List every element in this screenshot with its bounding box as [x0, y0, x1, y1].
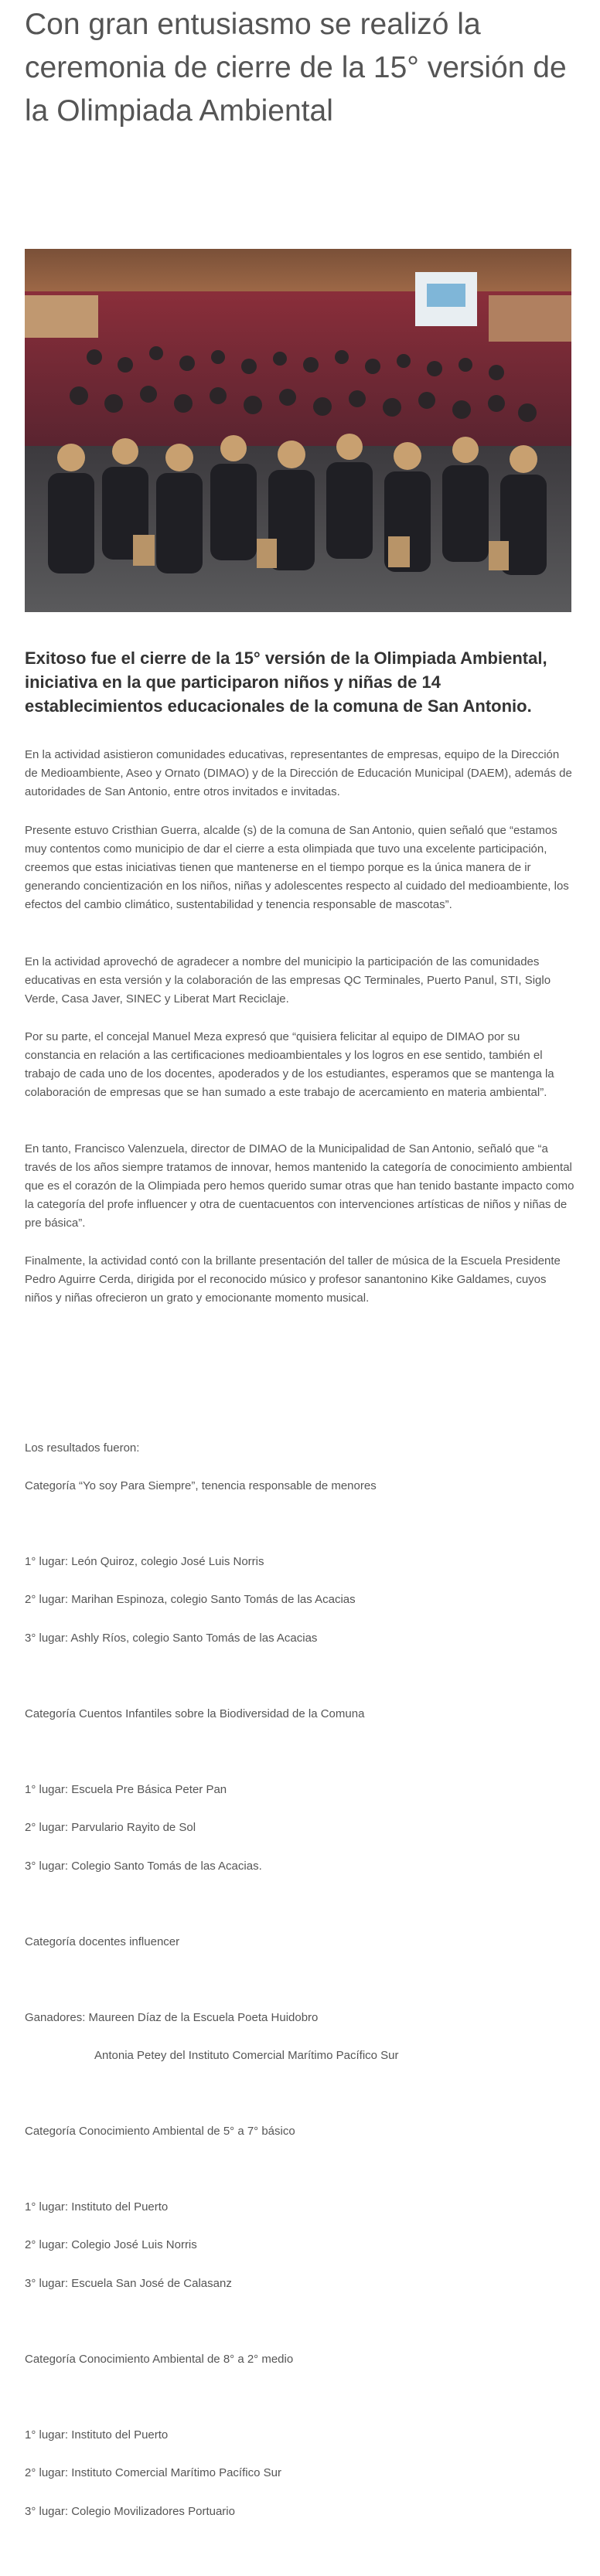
ceremony-group-photo: [25, 249, 571, 612]
paragraph-1: En la actividad asistieron comunidades educativas, representantes de empresas, equipo de la Dirección de Medioambiente, Aseo y Ornato (DIMAO) y de la Dirección de Educación Municipal (DAEM), además de autoridades de San Antonio, entre otros invitados e invitadas.: [25, 748, 572, 798]
result-line: 2° lugar: Parvulario Rayito de Sol: [25, 1821, 196, 1834]
paragraph-2: Presente estuvo Cristhian Guerra, alcalde (s) de la comuna de San Antonio, quien señaló que “estamos muy contentos como municipio de dar el cierre a esta olimpiada que tuvo una excelente participación, creemos que estas iniciativas tienen que mantenerse en el tiempo porque es la única manera de ir generando concientización en los niños, niñas y adolescentes respecto al cuidado del medioambiente, los efectos del cambio climático, sustentabilidad y tenencia responsable de mascotas”.: [25, 824, 569, 911]
result-line: 3° lugar: Ashly Ríos, colegio Santo Tomás de las Acacias: [25, 1632, 318, 1645]
article: [25, 0, 575, 133]
result-line: 3° lugar: Colegio Santo Tomás de las Acacias.: [25, 1860, 262, 1873]
category-heading: Categoría Conocimiento Ambiental de 5° a 7° básico: [25, 2125, 295, 2138]
result-line: 1° lugar: Instituto del Puerto: [25, 2200, 169, 2214]
results-intro: Los resultados fueron:: [25, 1441, 140, 1455]
result-line: 3° lugar: Colegio Movilizadores Portuario: [25, 2505, 235, 2518]
result-line: 2° lugar: Instituto Comercial Marítimo Pacífico Sur: [25, 2466, 281, 2479]
article-lead: Exitoso fue el cierre de la 15° versión de la Olimpiada Ambiental, iniciativa en la que participaron niños y niñas de 14 establecimientos educacionales de la comuna de San Antonio.: [25, 648, 547, 716]
category-heading: Categoría docentes influencer: [25, 1935, 180, 1948]
paragraph-3: En la actividad aprovechó de agradecer a nombre del municipio la participación de las comunidades educativas en esta versión y la colaboración de las empresas QC Terminales, Puerto Panul, STI, Siglo Verde, Casa Javer, SINEC y Liberat Mart Reciclaje.: [25, 955, 551, 1006]
result-line: 1° lugar: León Quiroz, colegio José Luis Norris: [25, 1555, 264, 1568]
result-line: Ganadores: Maureen Díaz de la Escuela Poeta Huidobro: [25, 2011, 319, 2024]
result-line: 2° lugar: Marihan Espinoza, colegio Santo Tomás de las Acacias: [25, 1593, 356, 1606]
paragraph-5: En tanto, Francisco Valenzuela, director de DIMAO de la Municipalidad de San Antonio, señaló que “a través de los años siempre tratamos de innovar, hemos mantenido la categoría de conocimiento ambiental que es el corazón de la Olimpiada pero hemos querido sumar otras que han tenido bastante impacto como la categoría del profe influencer y otra de cuentacuentos con intervenciones artísticas de niños y niñas de pre básica”.: [25, 1142, 574, 1230]
category-heading: Categoría Conocimiento Ambiental de 8° a 2° medio: [25, 2353, 294, 2366]
category-heading: Categoría “Yo soy Para Siempre”, tenencia responsable de menores: [25, 1479, 377, 1492]
result-line: 2° lugar: Colegio José Luis Norris: [25, 2238, 197, 2251]
result-line: Antonia Petey del Instituto Comercial Marítimo Pacífico Sur: [94, 2049, 399, 2062]
article-title: Con gran entusiasmo se realizó la ceremonia de cierre de la 15° versión de la Olimpiada Ambiental: [25, 8, 567, 128]
photo-illustration: [25, 249, 571, 612]
category-heading: Categoría Cuentos Infantiles sobre la Biodiversidad de la Comuna: [25, 1707, 365, 1720]
paragraph-6: Finalmente, la actividad contó con la brillante presentación del taller de música de la Escuela Presidente Pedro Aguirre Cerda, dirigida por el reconocido músico y profesor sanantonino Kike Galdames, cuyos niños y niñas ofrecieron un grato y emocionante momento musical.: [25, 1254, 561, 1305]
paragraph-4: Por su parte, el concejal Manuel Meza expresó que “quisiera felicitar al equipo de DIMAO por su constancia en relación a las certificaciones medioambientales y los logros en ese sentido, también el trabajo de cada uno de los docentes, apoderados y de los estudiantes, esperamos que se mantenga la colaboración de empresas que se han sumado a este trabajo de acercamiento en materia ambiental”.: [25, 1030, 554, 1099]
result-line: 1° lugar: Instituto del Puerto: [25, 2428, 169, 2442]
result-line: 3° lugar: Escuela San José de Calasanz: [25, 2277, 232, 2290]
result-line: 1° lugar: Escuela Pre Básica Peter Pan: [25, 1783, 227, 1796]
